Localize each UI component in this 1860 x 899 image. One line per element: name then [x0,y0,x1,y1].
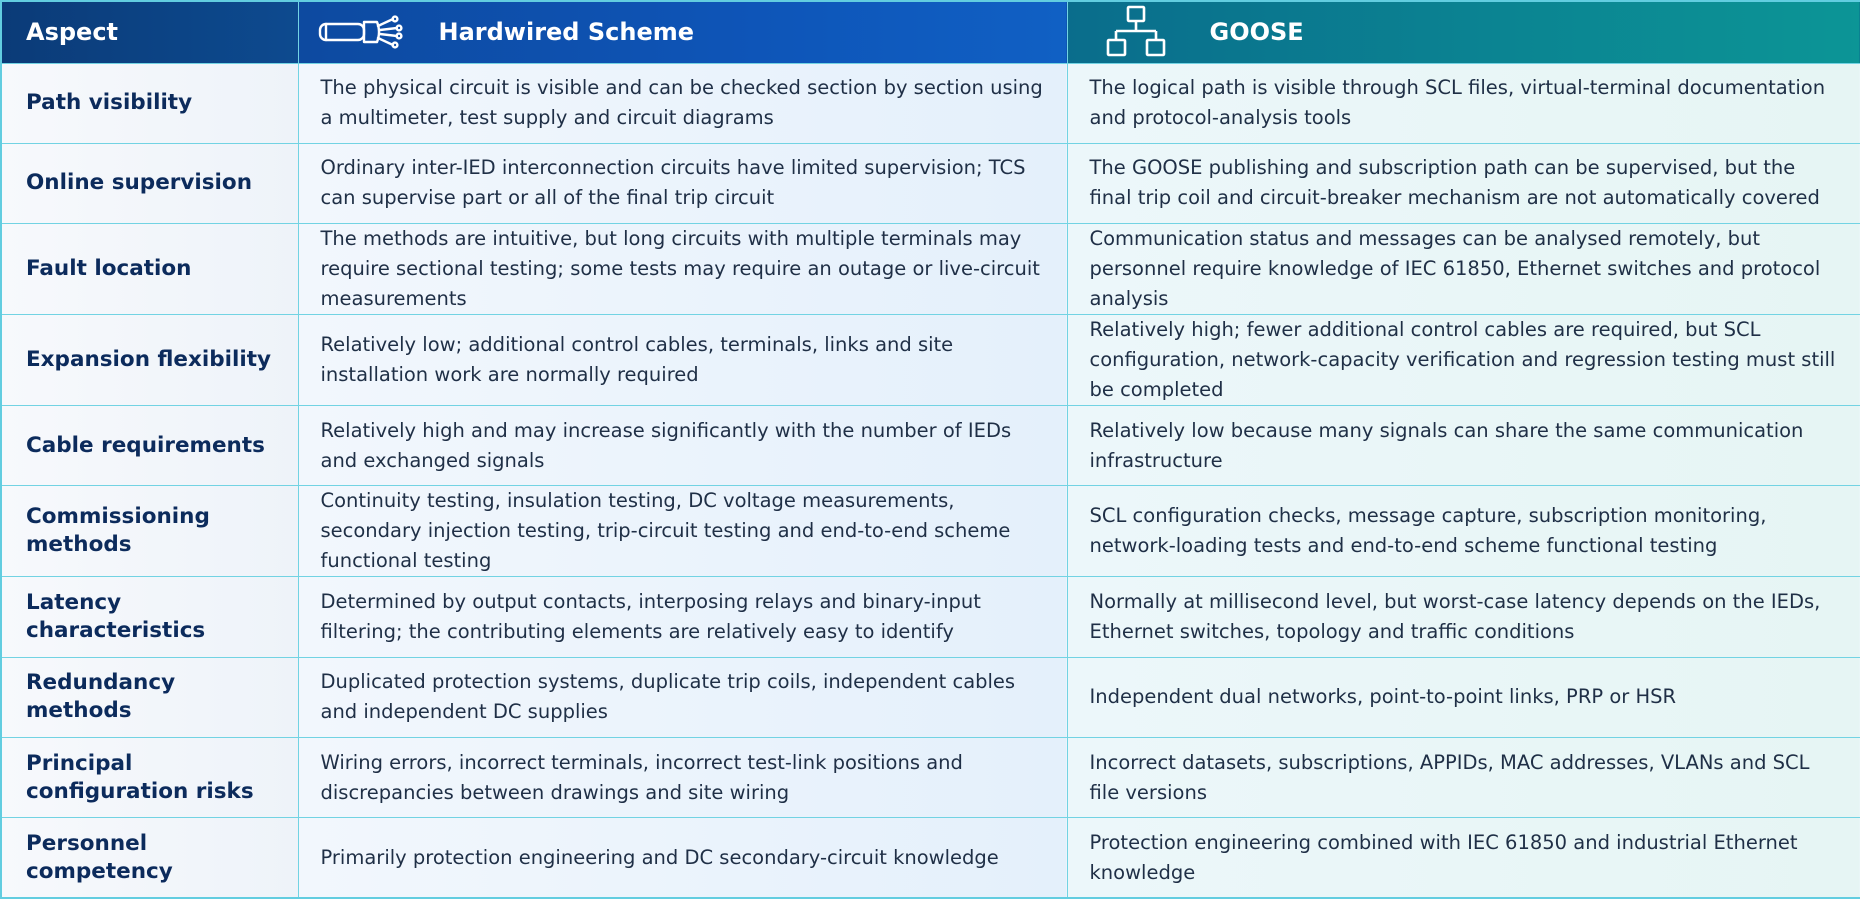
hardwired-cell: The physical circuit is visible and can be checked section by section using a multimeter, test supply and circuit diagrams [298,63,1067,143]
aspect-cell: Expansion flexibility [1,315,298,406]
hardwired-cell: Relatively high and may increase significantly with the number of IEDs and exchanged signals [298,406,1067,486]
hardwired-cell: Duplicated protection systems, duplicate trip coils, independent cables and independent DC supplies [298,657,1067,737]
table-row [1,737,1860,817]
goose-cell: Incorrect datasets, subscriptions, APPIDs, MAC addresses, VLANs and SCL file versions [1067,737,1860,817]
header-goose [1067,1,1860,63]
goose-cell: Communication status and messages can be analysed remotely, but personnel require knowledge of IEC 61850, Ethernet switches and protocol analysis [1067,224,1860,315]
aspect-cell: Online supervision [1,143,298,223]
table-row [1,818,1860,898]
aspect-cell: Path visibility [1,63,298,143]
hardwired-cell: Wiring errors, incorrect terminals, incorrect test-link positions and discrepancies between drawings and site wiring [298,737,1067,817]
hardwired-cell: Continuity testing, insulation testing, DC voltage measurements, secondary injection testing, trip-circuit testing and end-to-end scheme functional testing [298,486,1067,577]
table-row [1,406,1860,486]
aspect-cell: Cable requirements [1,406,298,486]
table-row [1,63,1860,143]
header-goose-label: GOOSE [1209,18,1304,47]
header-row [1,1,1860,63]
goose-cell: SCL configuration checks, message capture, subscription monitoring, network-loading tests and end-to-end scheme functional testing [1067,486,1860,577]
goose-cell: Protection engineering combined with IEC 61850 and industrial Ethernet knowledge [1067,818,1860,898]
aspect-cell: Redundancy methods [1,657,298,737]
hardwired-cell: Ordinary inter-IED interconnection circuits have limited supervision; TCS can supervise part or all of the final trip circuit [298,143,1067,223]
goose-cell: Relatively high; fewer additional control cables are required, but SCL configuration, network-capacity verification and regression testing must still be completed [1067,315,1860,406]
header-hardwired [298,1,1067,63]
aspect-cell: Personnel competency [1,818,298,898]
header-hardwired-label: Hardwired Scheme [438,18,695,47]
goose-cell: Relatively low because many signals can share the same communication infrastructure [1067,406,1860,486]
table-row [1,315,1860,406]
table-row [1,657,1860,737]
network-hierarchy-icon [1104,4,1168,60]
hardwired-cell: Relatively low; additional control cables, terminals, links and site installation work are normally required [298,315,1067,406]
goose-cell: Independent dual networks, point-to-point links, PRP or HSR [1067,657,1860,737]
header-aspect-label: Aspect [26,18,119,47]
aspect-cell: Principal configuration risks [1,737,298,817]
aspect-cell: Latency characteristics [1,577,298,657]
aspect-cell: Commissioning methods [1,486,298,577]
goose-cell: The logical path is visible through SCL files, virtual-terminal documentation and protocol-analysis tools [1067,63,1860,143]
table-row [1,224,1860,315]
cable-connector-icon [317,14,407,50]
hardwired-cell: Primarily protection engineering and DC secondary-circuit knowledge [298,818,1067,898]
aspect-cell: Fault location [1,224,298,315]
hardwired-cell: The methods are intuitive, but long circuits with multiple terminals may require sectional testing; some tests may require an outage or live-circuit measurements [298,224,1067,315]
hardwired-cell: Determined by output contacts, interposing relays and binary-input filtering; the contributing elements are relatively easy to identify [298,577,1067,657]
goose-cell: Normally at millisecond level, but worst-case latency depends on the IEDs, Ethernet switches, topology and traffic conditions [1067,577,1860,657]
table-row [1,577,1860,657]
goose-cell: The GOOSE publishing and subscription path can be supervised, but the final trip coil and circuit-breaker mechanism are not automatically covered [1067,143,1860,223]
table-row [1,143,1860,223]
header-aspect [1,1,298,63]
table-row [1,486,1860,577]
